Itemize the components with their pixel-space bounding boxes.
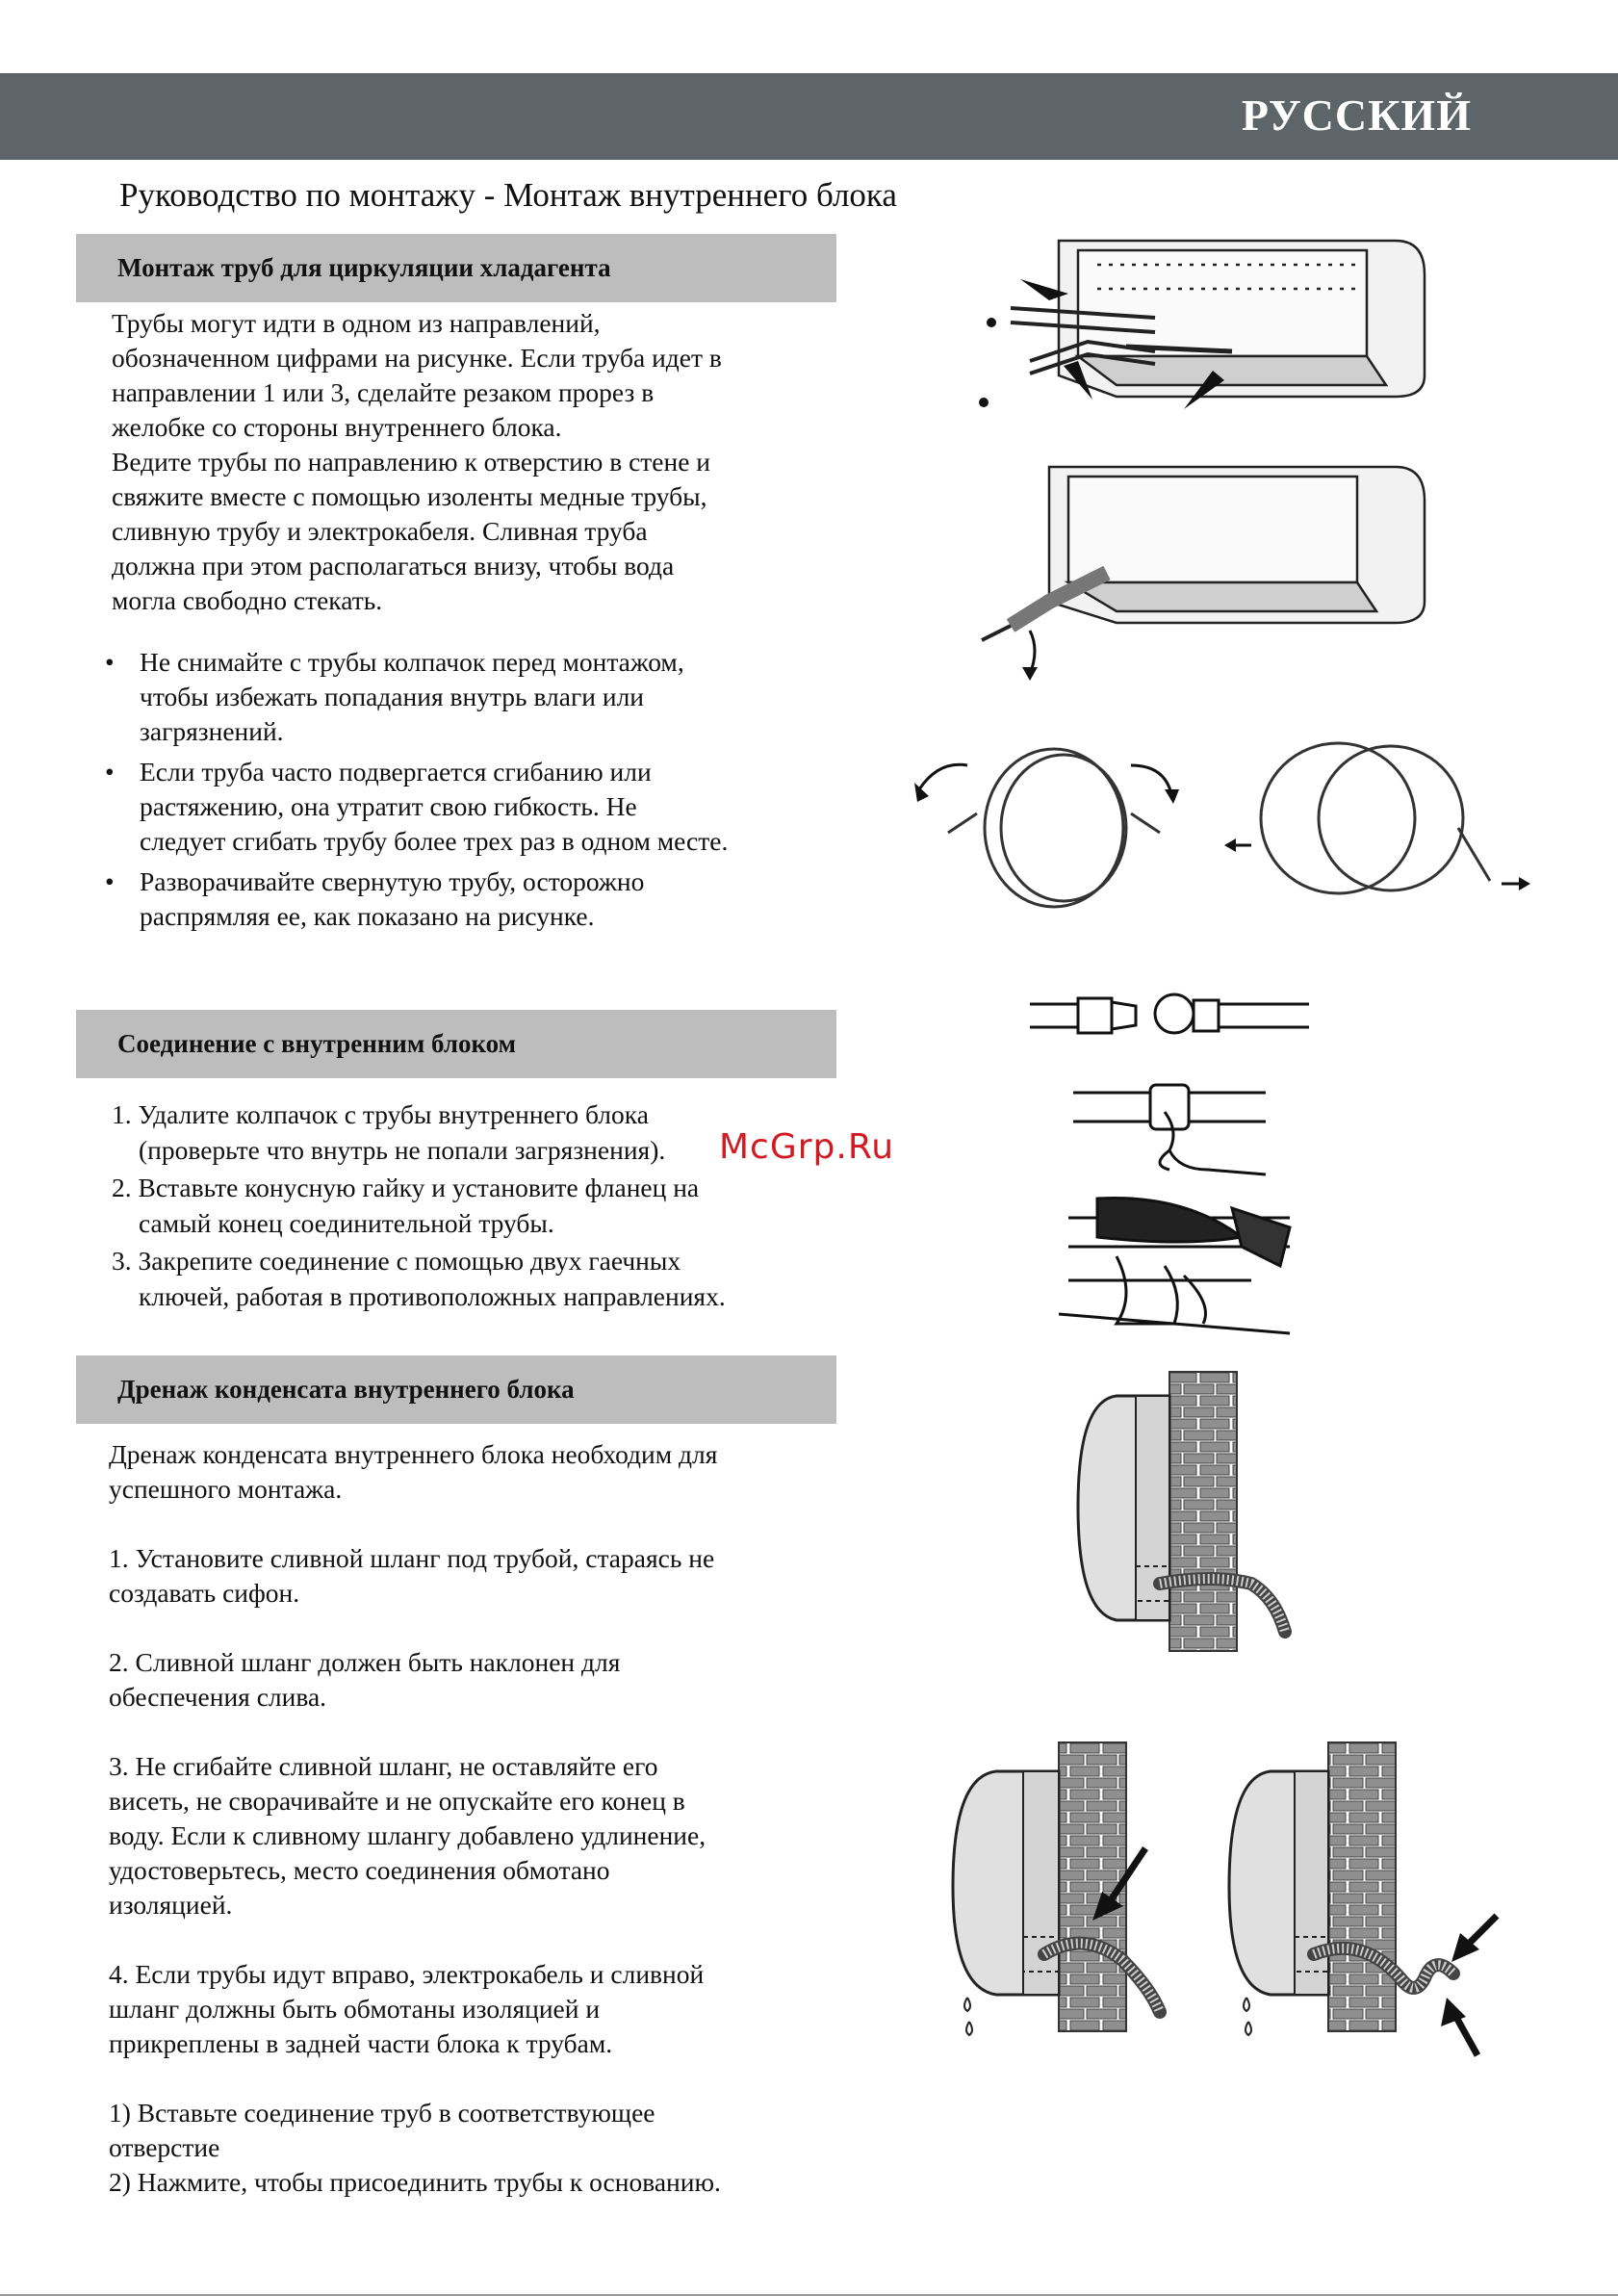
text-line: (проверьте что внутрь не попали загрязнения). [139,1135,666,1165]
text-line: 1. Удалите колпачок с трубы внутреннего блока [112,1099,649,1129]
text-line: 4. Если трубы идут вправо, электрокабель и сливной [109,1959,705,1989]
section1-bullet-list [102,645,853,940]
text-line: шланг должны быть обмотаны изоляцией и [109,1994,601,2024]
text-line: отверстие [109,2132,220,2162]
text-line: следует сгибать трубу более трех раз в одном месте. [140,826,729,856]
text-line: 3. Не сгибайте сливной шланг, не оставляйте его [109,1751,658,1781]
section1-paragraph-1 [112,306,862,618]
drain-hose-wrong-raised-figure [938,1742,1208,2041]
text-line: самый конец соединительной трубы. [139,1208,554,1238]
text-line: Не снимайте с трубы колпачок перед монтажом, [140,647,684,677]
text-line: распрямляя ее, как показано на рисунке. [140,901,595,931]
section-heading-indoor-connection: Соединение с внутренним блоком [76,1010,836,1078]
bullet-item: • Не снимайте с трубы колпачок перед монтажом, чтобы избежать попадания внутрь влаги или загрязнений. [105,647,684,746]
text-line: Дренаж конденсата внутреннего блока необходим для [109,1439,718,1469]
text-line: 2. Вставьте конусную гайку и установите фланец на [112,1173,700,1202]
text-line: могла свободно стекать. [112,585,383,615]
text-line: создавать сифон. [109,1578,300,1608]
watermark-text: McGrp.Ru [719,1127,895,1167]
step-item [112,1243,853,1314]
text-line: висеть, не сворачивайте и не опускайте его конец в [109,1786,685,1816]
text-line: загрязнений. [140,716,284,746]
pipes-taped-together-figure [972,457,1425,679]
section-heading-condensate-drain: Дренаж конденсата внутреннего блока [76,1355,836,1424]
text-line: Если труба часто подвергается сгибанию или [140,757,652,787]
step-item [112,1170,853,1241]
text-line: успешного монтажа. [109,1474,343,1504]
text-line: чтобы избежать попадания внутрь влаги или [140,682,645,711]
indoor-unit-pipe-directions-figure [972,231,1425,424]
text-line: Трубы могут идти в одном из направлений, [112,308,601,338]
bullet-item: • Разворачивайте свернутую трубу, осторожно распрямляя ее, как показано на рисунке. [105,866,645,931]
text-line: Ведите трубы по направлению к отверстию в стене и [112,447,711,477]
text-line: сливную трубу и электрокабеля. Сливная труба [112,516,648,546]
language-header-band [0,73,1618,160]
text-line: обеспечения слива. [109,1682,327,1712]
text-line: ключей, работая в противоположных направлениях. [139,1281,726,1311]
drain-hose-wrong-kinked-figure [1218,1742,1506,2060]
text-line: прикреплены в задней части блока к трубам. [109,2028,613,2058]
language-label: РУССКИЙ [1241,90,1472,140]
page-title: Руководство по монтажу - Монтаж внутреннего блока [119,176,897,214]
coiled-pipe-unwind-figure-left [910,736,1198,910]
text-line: Разворачивайте свернутую трубу, осторожно [140,866,645,896]
coiled-pipe-unwind-figure-right [1222,732,1540,905]
text-line: 1. Установите сливной шланг под трубой, стараясь не [109,1543,715,1573]
flare-nut-connection-figure [1030,987,1319,1045]
text-line: должна при этом располагаться внизу, чтобы вода [112,551,675,580]
section-heading-refrigerant-pipes: Монтаж труб для циркуляции хладагента [76,234,836,302]
hand-tightening-nut-figure [1073,1073,1266,1179]
text-line: свяжите вместе с помощью изоленты медные трубы, [112,481,707,511]
bullet-item: • Если труба часто подвергается сгибанию или растяжению, она утратит свою гибкость. Не следует сгибать трубу более трех раз в одном месте. [105,757,729,856]
text-line: растяжению, она утратит свою гибкость. Не [140,791,637,821]
text-line: 1) Вставьте соединение труб в соответствующее [109,2098,655,2128]
drain-hose-correct-installation-figure [1068,1372,1309,1651]
two-wrenches-tightening-figure [1059,1189,1309,1333]
text-line: 2) Нажмите, чтобы присоединить трубы к основанию. [109,2167,721,2197]
text-line: обозначенном цифрами на рисунке. Если труба идет в [112,343,722,373]
text-line: удостоверьтесь, место соединения обмотано [109,1855,610,1885]
text-line: желобке со стороны внутреннего блока. [112,412,562,442]
text-line: воду. Если к сливному шлангу добавлено удлинение, [109,1820,706,1850]
text-line: 3. Закрепите соединение с помощью двух гаечных [112,1246,681,1276]
text-line: 2. Сливной шланг должен быть наклонен для [109,1647,621,1677]
text-line: изоляцией. [109,1890,233,1920]
section3-text [109,1437,869,2200]
text-line: направлении 1 или 3, сделайте резаком прорез в [112,377,655,407]
